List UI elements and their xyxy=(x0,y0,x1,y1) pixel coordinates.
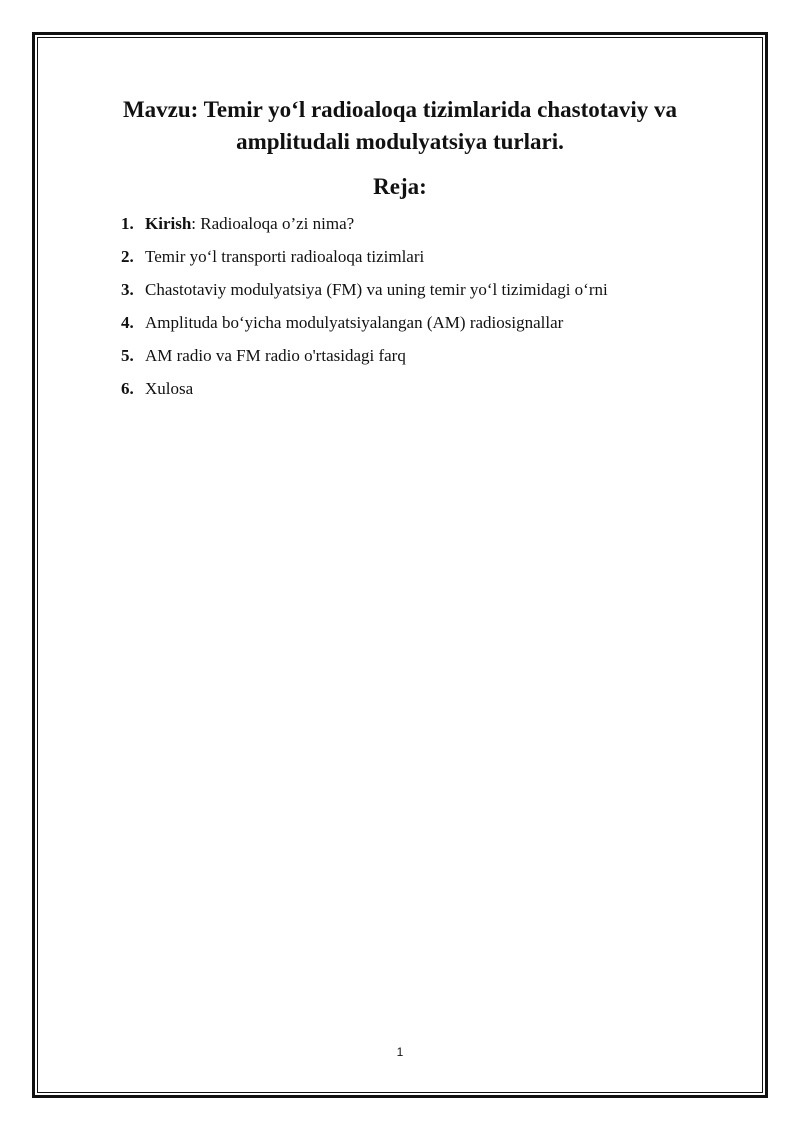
plan-item-text: Chastotaviy modulyatsiya (FM) va uning temir yo‘l tizimidagi o‘rni xyxy=(145,280,608,299)
page-number: 1 xyxy=(396,1045,404,1059)
plan-item-text: : Radioaloqa o’zi nima? xyxy=(191,214,355,233)
plan-item xyxy=(121,345,608,367)
plan-item xyxy=(121,213,608,235)
plan-item-number: 4. xyxy=(121,313,134,332)
plan-item-text: AM radio va FM radio o'rtasidagi farq xyxy=(145,346,406,365)
document-title-line-1: Mavzu: Temir yo‘l radioaloqa tizimlarida chastotaviy va xyxy=(122,97,678,122)
plan-item-number: 1. xyxy=(121,214,134,233)
document-title-line-2: amplitudali modulyatsiya turlari. xyxy=(236,129,564,154)
plan-item xyxy=(121,246,608,268)
plan-item-number: 2. xyxy=(121,247,134,266)
plan-item-number: 3. xyxy=(121,280,134,299)
plan-list xyxy=(121,213,608,411)
plan-item xyxy=(121,312,608,334)
plan-item-number: 5. xyxy=(121,346,134,365)
document-title xyxy=(60,94,740,158)
plan-item xyxy=(121,378,608,400)
plan-item-text: Xulosa xyxy=(145,379,194,398)
plan-item-bold-text: Kirish xyxy=(145,214,192,233)
plan-item-number: 6. xyxy=(121,379,134,398)
plan-item-text: Temir yo‘l transporti radioaloqa tizimlari xyxy=(145,247,425,266)
plan-heading: Reja: xyxy=(373,174,427,199)
plan-item xyxy=(121,279,608,301)
plan-item-text: Amplituda bo‘yicha modulyatsiyalangan (AM) radiosignallar xyxy=(145,313,564,332)
